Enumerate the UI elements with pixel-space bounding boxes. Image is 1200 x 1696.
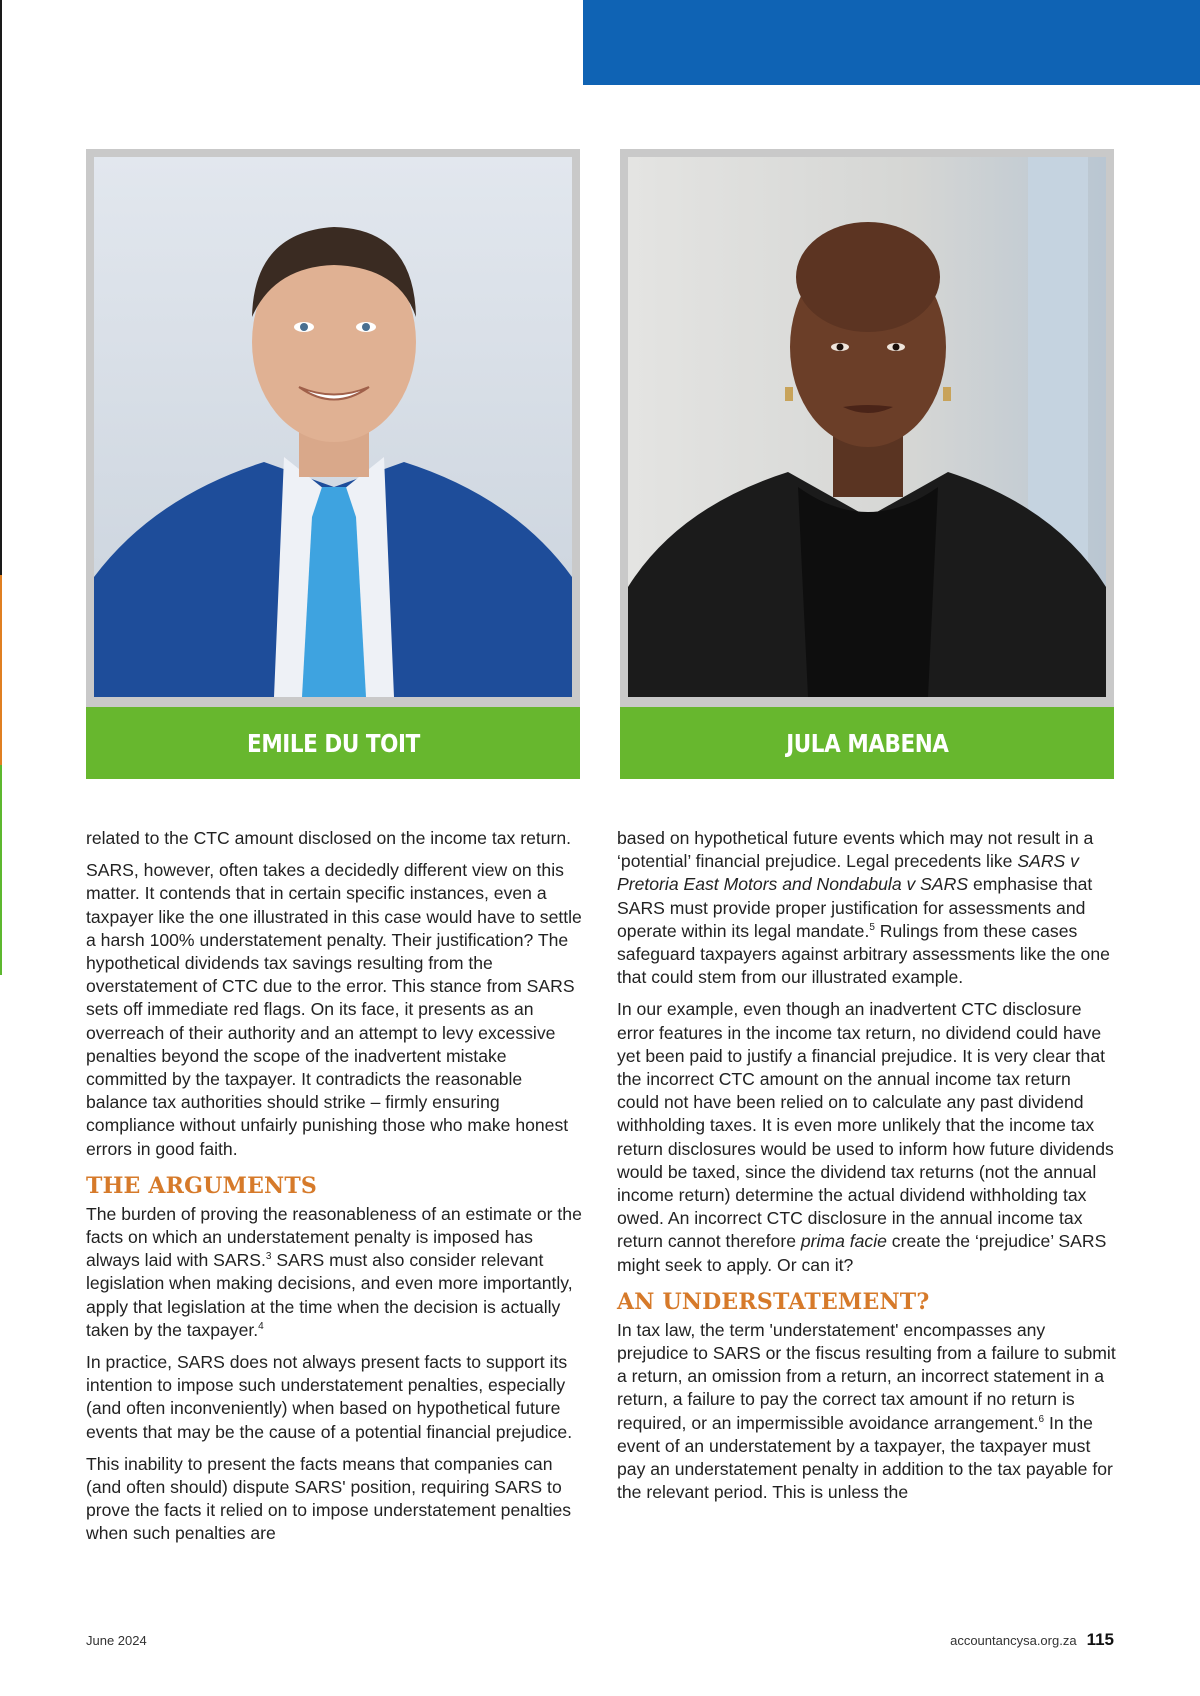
- latin-term: prima facie: [800, 1231, 887, 1252]
- footnote-ref: 4: [258, 1321, 264, 1332]
- header-color-bar: [583, 0, 1200, 85]
- paragraph: based on hypothetical future events which may not result in a ‘potential’ financial prejudice. Legal precedents like SARS v Pretoria East Motors and Nondabula v SARS emphasise that SARS must provide proper justification for assessments and operate within its legal mandate.$^5$ Rulings from these cases safeguard taxpayers against arbitrary assessments like the one that could stem from our illustrated example.: [617, 828, 1110, 988]
- footer-website: accountancysa.org.za: [950, 1633, 1077, 1648]
- section-heading-arguments: THE ARGUMENTS: [86, 1172, 318, 1199]
- profile-card-left: [86, 149, 580, 779]
- footer-info: [950, 1630, 1114, 1650]
- portrait-photo-left: [94, 157, 572, 697]
- section-heading-understatement: AN UNDERSTATEMENT?: [617, 1288, 930, 1315]
- case-name: Nondabula v SARS: [816, 874, 969, 895]
- footer-date: June 2024: [86, 1633, 147, 1648]
- profile-name-left: EMILE DU TOIT: [246, 728, 420, 758]
- edge-marker-dark: [0, 0, 2, 575]
- page-number: 115: [1086, 1630, 1114, 1649]
- edge-marker-green: [0, 765, 2, 975]
- paragraph: In our example, even though an inadvertent CTC disclosure error features in the income tax return, no dividend could have yet been paid to justify a financial prejudice. It is very clear that the incorrect CTC amount on the annual income tax return could not have been relied on to calculate any past dividend withholding taxes. It is even more unlikely that the income tax return disclosures would be used to inform how future dividends would be taxed, since the dividend tax returns (not the annual income return) determine the actual dividend withholding tax owed. An incorrect CTC disclosure in the annual income tax return cannot therefore prima facie create the ‘prejudice’ SARS might seek to apply. Or can it?: [617, 999, 1114, 1275]
- paragraph: In practice, SARS does not always present facts to support its intention to impose such understatement penalties, especially (and often inconveniently) when based on hypothetical future events that may be the cause of a potential financial prejudice.: [86, 1352, 573, 1442]
- edge-marker-orange: [0, 575, 2, 765]
- footnote-ref: 3: [265, 1251, 272, 1263]
- paragraph: The burden of proving the reasonableness of an estimate or the facts on which an understatement penalty is imposed has always laid with SARS.$^3$ SARS must also consider relevant legislation when making decisions, and even more importantly, apply that legislation at the time when the decision is actually taken by the taxpayer.$^4$: [86, 1203, 582, 1340]
- footnote-ref: 5: [869, 921, 875, 933]
- profile-name-right: JULA MABENA: [785, 728, 949, 758]
- profile-card-right: [620, 149, 1114, 779]
- paragraph: This inability to present the facts means that companies can (and often should) dispute SARS' position, requiring SARS to prove the facts it relied on to impose understatement penalties when such penalties are: [86, 1453, 572, 1544]
- name-banner-right: [620, 707, 1114, 779]
- paragraph: In tax law, the term 'understatement' encompasses any prejudice to SARS or the fiscus resulting from a failure to submit a return, an omission from a return, an incorrect statement in a return, a failure to pay the correct tax amount if no return is required, or an impermissible avoidance arrangement.$^6$ In the event of an understatement by a taxpayer, the taxpayer must pay an understatement penalty in addition to the tax payable for the relevant period. This is unless the: [617, 1319, 1116, 1503]
- article-column-right: [617, 827, 1117, 1513]
- portrait-photo-right: [628, 157, 1106, 697]
- case-name: SARS v Pretoria East Motors: [617, 851, 1079, 895]
- name-banner-left: [86, 707, 580, 779]
- paragraph: SARS, however, often takes a decidedly different view on this matter. It contends that in certain specific instances, even a taxpayer like the one illustrated in this case would have to settle a harsh 100% understatement penalty. Their justification? The hypothetical dividends tax savings resulting from the overstatement of CTC due to the error. This stance from SARS sets off immediate red flags. On its face, it presents as an overreach of their authority and an attempt to levy excessive penalties beyond the scope of the inadvertent mistake committed by the taxpayer. It contradicts the reasonable balance tax authorities should strike – firmly ensuring compliance without unfairly punishing those who make honest errors in good faith.: [86, 860, 582, 1159]
- paragraph: related to the CTC amount disclosed on the income tax return.: [86, 828, 572, 848]
- article-column-left: [86, 827, 586, 1555]
- footnote-ref: 6: [1038, 1413, 1045, 1425]
